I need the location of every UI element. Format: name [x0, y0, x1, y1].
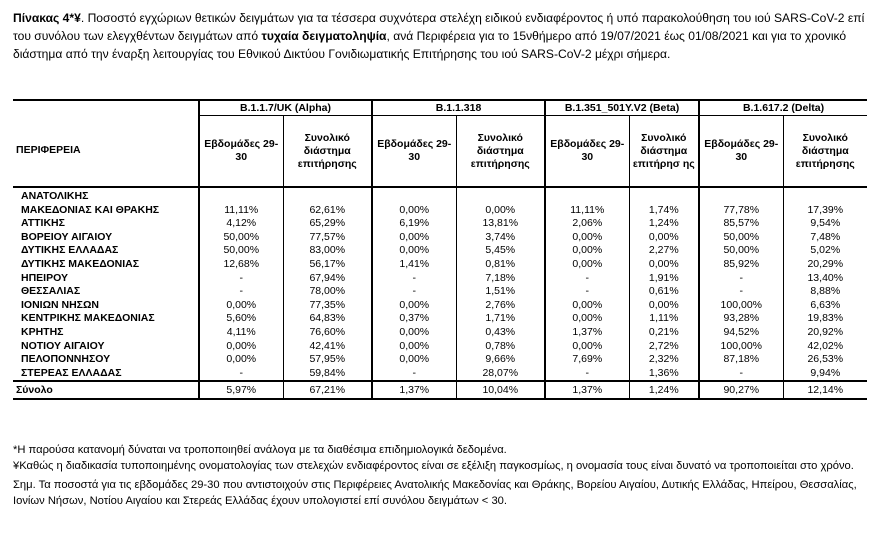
value-cell: 1,91%	[629, 272, 699, 286]
region-column-header: ΠΕΡΙΦΕΡΕΙΑ	[13, 116, 199, 188]
table-row	[13, 340, 867, 354]
value-cell: 0,21%	[629, 326, 699, 340]
table-row	[13, 285, 867, 299]
value-cell: 0,00%	[372, 231, 456, 245]
value-cell: 0,00%	[372, 326, 456, 340]
table-row	[13, 272, 867, 286]
value-cell: 4,12%	[199, 217, 283, 231]
total-value-cell: 1,24%	[629, 381, 699, 399]
table-row-region-prefix	[13, 187, 867, 204]
value-cell: 0,00%	[199, 353, 283, 367]
value-cell: -	[199, 272, 283, 286]
total-value-cell: 1,37%	[372, 381, 456, 399]
value-cell: -	[699, 272, 783, 286]
value-cell: 1,24%	[629, 217, 699, 231]
value-cell: 13,81%	[456, 217, 545, 231]
table-row	[13, 299, 867, 313]
caption-bold-phrase: τυχαία δειγματοληψία	[261, 29, 387, 43]
value-cell: 57,95%	[283, 353, 372, 367]
note-asterisk: *Η παρούσα κατανομή δύναται να τροποποιηθεί ανάλογα με τα διαθέσιμα επιδημιολογικά δεδομένα.	[13, 444, 507, 456]
empty-corner	[13, 100, 199, 116]
note-remark: Σημ. Τα ποσοστά για τις εβδομάδες 29-30 που αντιστοιχούν στις Περιφέρειες Ανατολικής Μακεδονίας και Θράκης, Βορείου Αιγαίου, Δυτικής Ελλάδας, Ηπείρου, Θεσσαλίας, Ιονίων Νήσων, Νοτίου Αιγαίου και Στερεάς Ελλάδας έχουν υπολογιστεί επί συνόλου δειγμάτων < 30.	[13, 479, 857, 507]
total-value-cell: 12,14%	[783, 381, 867, 399]
value-cell: 65,29%	[283, 217, 372, 231]
table-row	[13, 326, 867, 340]
value-cell: 9,94%	[783, 367, 867, 382]
table-row	[13, 367, 867, 382]
value-cell: 0,00%	[629, 231, 699, 245]
value-cell: 0,00%	[456, 204, 545, 218]
value-cell: 85,92%	[699, 258, 783, 272]
table-notes	[13, 443, 873, 509]
table-row	[13, 217, 867, 231]
region-cell: ΚΕΝΤΡΙΚΗΣ ΜΑΚΕΔΟΝΙΑΣ	[21, 312, 155, 325]
value-cell: 42,41%	[283, 340, 372, 354]
table-caption	[13, 9, 871, 63]
value-cell: 0,00%	[372, 353, 456, 367]
value-cell: -	[545, 285, 629, 299]
value-cell: -	[199, 367, 283, 382]
region-cell: ΔΥΤΙΚΗΣ ΜΑΚΕΔΟΝΙΑΣ	[21, 257, 140, 270]
value-cell: 2,32%	[629, 353, 699, 367]
caption-label: Πίνακας 4*¥	[13, 11, 81, 25]
value-cell: 12,68%	[199, 258, 283, 272]
value-cell: 5,60%	[199, 312, 283, 326]
region-cell: ΒΟΡΕΙΟΥ ΑΙΓΑΙΟΥ	[21, 230, 113, 243]
value-cell: 2,27%	[629, 244, 699, 258]
value-cell: 93,28%	[699, 312, 783, 326]
value-cell: 0,00%	[372, 244, 456, 258]
value-cell: 3,74%	[456, 231, 545, 245]
value-cell: 19,83%	[783, 312, 867, 326]
value-cell: 0,61%	[629, 285, 699, 299]
value-cell: 59,84%	[283, 367, 372, 382]
value-cell: 67,94%	[283, 272, 372, 286]
value-cell: -	[545, 367, 629, 382]
value-cell: 0,00%	[629, 299, 699, 313]
value-cell: -	[372, 272, 456, 286]
value-cell: 1,11%	[629, 312, 699, 326]
value-cell: 2,76%	[456, 299, 545, 313]
value-cell: -	[199, 285, 283, 299]
value-cell: 5,45%	[456, 244, 545, 258]
table-row	[13, 258, 867, 272]
value-cell: 0,00%	[545, 340, 629, 354]
value-cell: 8,88%	[783, 285, 867, 299]
value-cell: 62,61%	[283, 204, 372, 218]
value-cell: 50,00%	[199, 244, 283, 258]
table-row	[13, 312, 867, 326]
b11318-total-header: Συνολικό διάστημα επιτήρησης	[456, 116, 545, 188]
value-cell: 0,00%	[545, 312, 629, 326]
value-cell: 17,39%	[783, 204, 867, 218]
group-header-b11318: B.1.1.318	[372, 100, 545, 116]
region-cell: ΠΕΛΟΠΟΝΝΗΣΟΥ	[21, 353, 111, 366]
table-row	[13, 353, 867, 367]
total-value-cell: 5,97%	[199, 381, 283, 399]
value-cell: 85,57%	[699, 217, 783, 231]
value-cell: 50,00%	[699, 231, 783, 245]
table-row	[13, 231, 867, 245]
group-header-delta: B.1.617.2 (Delta)	[699, 100, 867, 116]
value-cell: 0,00%	[545, 244, 629, 258]
value-cell: 0,00%	[372, 299, 456, 313]
value-cell: 0,78%	[456, 340, 545, 354]
value-cell: -	[372, 285, 456, 299]
value-cell: 42,02%	[783, 340, 867, 354]
value-cell: 1,74%	[629, 204, 699, 218]
value-cell: 50,00%	[699, 244, 783, 258]
total-row	[13, 381, 867, 399]
value-cell: 77,35%	[283, 299, 372, 313]
value-cell: 83,00%	[283, 244, 372, 258]
total-value-cell: 67,21%	[283, 381, 372, 399]
region-cell: ΘΕΣΣΑΛΙΑΣ	[21, 285, 81, 298]
delta-total-header: Συνολικό διάστημα επιτήρησης	[783, 116, 867, 188]
table-row	[13, 204, 867, 218]
value-cell: 6,19%	[372, 217, 456, 231]
value-cell: 20,92%	[783, 326, 867, 340]
value-cell: 56,17%	[283, 258, 372, 272]
value-cell: 0,00%	[545, 258, 629, 272]
value-cell: 77,78%	[699, 204, 783, 218]
total-value-cell: 1,37%	[545, 381, 629, 399]
sub-header-row	[13, 116, 867, 188]
note-yen: ¥Καθώς η διαδικασία τυποποιημένης ονοματολογίας των στελεχών ενδιαφέροντος είναι σε εξέλιξη παγκοσμίως, η ονομασία τους είναι δυνατό να τροποποιείται στο χρόνο.	[13, 459, 854, 472]
value-cell: 0,37%	[372, 312, 456, 326]
region-cell: ΣΤΕΡΕΑΣ ΕΛΛΑΔΑΣ	[21, 366, 122, 379]
group-header-beta: B.1.351_501Y.V2 (Beta)	[545, 100, 699, 116]
region-cell: ΚΡΗΤΗΣ	[21, 325, 64, 338]
value-cell: 87,18%	[699, 353, 783, 367]
value-cell: 77,57%	[283, 231, 372, 245]
alpha-weeks-header: Εβδομάδες 29-30	[199, 116, 283, 188]
region-cell: ΙΟΝΙΩΝ ΝΗΣΩΝ	[21, 298, 99, 311]
value-cell: 0,81%	[456, 258, 545, 272]
value-cell: 64,83%	[283, 312, 372, 326]
value-cell: 0,00%	[545, 231, 629, 245]
region-cell: ΝΟΤΙΟΥ ΑΙΓΑΙΟΥ	[21, 339, 105, 352]
value-cell: 11,11%	[545, 204, 629, 218]
value-cell: 1,37%	[545, 326, 629, 340]
delta-weeks-header: Εβδομάδες 29-30	[699, 116, 783, 188]
beta-weeks-header: Εβδομάδες 29-30	[545, 116, 629, 188]
value-cell: 50,00%	[199, 231, 283, 245]
value-cell: 76,60%	[283, 326, 372, 340]
value-cell: 1,36%	[629, 367, 699, 382]
beta-total-header: Συνολικό διάστημα επιτήρησ ης	[629, 116, 699, 188]
value-cell: 1,71%	[456, 312, 545, 326]
value-cell: 7,18%	[456, 272, 545, 286]
table-row	[13, 244, 867, 258]
value-cell: -	[372, 367, 456, 382]
region-cell: ΗΠΕΙΡΟΥ	[21, 271, 68, 284]
value-cell: 1,51%	[456, 285, 545, 299]
region-cell: ΔΥΤΙΚΗΣ ΕΛΛΑΔΑΣ	[21, 244, 119, 257]
b11318-weeks-header: Εβδομάδες 29-30	[372, 116, 456, 188]
value-cell: 20,29%	[783, 258, 867, 272]
value-cell: -	[545, 272, 629, 286]
value-cell: 7,69%	[545, 353, 629, 367]
value-cell: 0,00%	[372, 204, 456, 218]
value-cell: 9,54%	[783, 217, 867, 231]
alpha-total-header: Συνολικό διάστημα επιτήρησης	[283, 116, 372, 188]
value-cell: 0,43%	[456, 326, 545, 340]
region-cell: ΑΤΤΙΚΗΣ	[21, 217, 65, 230]
value-cell: 94,52%	[699, 326, 783, 340]
value-cell: 100,00%	[699, 299, 783, 313]
value-cell: 78,00%	[283, 285, 372, 299]
value-cell: 1,41%	[372, 258, 456, 272]
total-value-cell: 90,27%	[699, 381, 783, 399]
value-cell: 2,06%	[545, 217, 629, 231]
value-cell: 100,00%	[699, 340, 783, 354]
value-cell: 28,07%	[456, 367, 545, 382]
value-cell: -	[699, 367, 783, 382]
value-cell: 2,72%	[629, 340, 699, 354]
value-cell: -	[699, 285, 783, 299]
region-cell: ΜΑΚΕΔΟΝΙΑΣ ΚΑΙ ΘΡΑΚΗΣ	[21, 203, 160, 216]
value-cell: 26,53%	[783, 353, 867, 367]
region-cell: ΑΝΑΤΟΛΙΚΗΣ	[21, 190, 89, 202]
value-cell: 11,11%	[199, 204, 283, 218]
value-cell: 4,11%	[199, 326, 283, 340]
value-cell: 5,02%	[783, 244, 867, 258]
total-label: Σύνολο	[13, 381, 199, 399]
variants-table	[13, 99, 867, 400]
value-cell: 0,00%	[372, 340, 456, 354]
value-cell: 13,40%	[783, 272, 867, 286]
value-cell: 7,48%	[783, 231, 867, 245]
value-cell: 6,63%	[783, 299, 867, 313]
caption-text-after: , ανά Περιφέρεια για το 15νθήμερο από 19/07/2021 έως 01/08/2021 και για το χρονικό διάστημα από την έναρξη λειτουργίας του Εθνικού Δικτύου Γονιδιωματικής Επιτήρησης του ιού SARS-CoV-2 μέχρι σήμερα.	[13, 29, 847, 61]
value-cell: 0,00%	[199, 340, 283, 354]
value-cell: 0,00%	[629, 258, 699, 272]
total-value-cell: 10,04%	[456, 381, 545, 399]
caption-text-before: . Ποσοστό εγχώριων θετικών δειγμάτων για τα τέσσερα συχνότερα στελέχη ειδικού ενδιαφέροντος ή υπό παρακολούθηση του ιού SARS-CoV-2 επί του συνόλου των ελεγχθέντων δειγμάτων από	[13, 11, 865, 43]
group-header-alpha: B.1.1.7/UK (Alpha)	[199, 100, 372, 116]
value-cell: 0,00%	[545, 299, 629, 313]
group-header-row	[13, 100, 867, 116]
value-cell: 0,00%	[199, 299, 283, 313]
value-cell: 9,66%	[456, 353, 545, 367]
